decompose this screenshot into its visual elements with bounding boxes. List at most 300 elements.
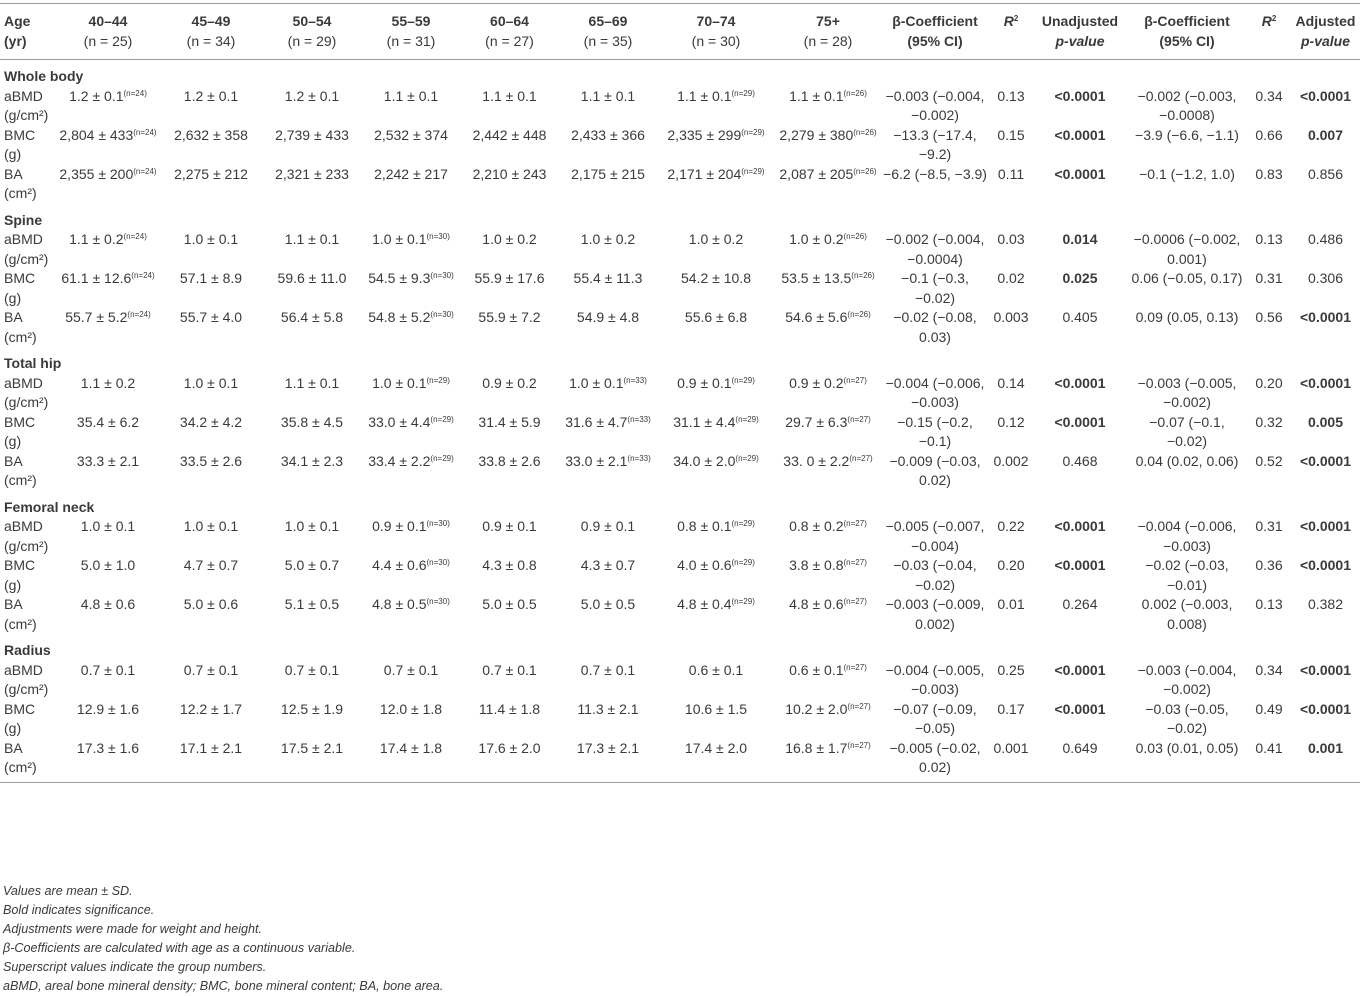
beta-unadjusted-cell: −0.004 (−0.006, −0.003) <box>885 374 985 410</box>
cell-value: 34.1 ± 2.3 <box>280 452 344 469</box>
value-cell <box>262 452 362 491</box>
cell-value: 16.8 ± 1.7 <box>785 739 848 756</box>
cell-value: 55.7 ± 4.0 <box>179 309 243 325</box>
cell-value: 4.4 ± 0.6 <box>372 557 427 573</box>
group-n-superscript: (n=29) <box>731 597 755 606</box>
value-cell <box>657 413 775 452</box>
cell-value: 5.1 ± 0.5 <box>284 596 340 612</box>
value-cell <box>657 269 775 308</box>
beta-adjusted-cell: −0.1 (−1.2, 1.0) <box>1139 165 1235 182</box>
footnote-line: aBMD, areal bone mineral density; BMC, bone mineral content; BA, bone area. <box>3 979 444 993</box>
value-cell <box>262 374 362 413</box>
r2-adjusted-cell: 0.32 <box>1255 413 1283 430</box>
header-sup: 2 <box>1013 14 1019 23</box>
header-sup: 2 <box>1271 14 1277 23</box>
value-cell <box>657 452 775 491</box>
cell-value: 33.4 ± 2.2 <box>368 452 431 469</box>
beta-adjusted-header <box>1127 4 1247 60</box>
cell-value: 1.1 ± 0.1 <box>482 87 537 104</box>
beta-unadjusted-cell: −0.03 (−0.04, −0.02) <box>893 557 977 593</box>
group-n-superscript: (n=24) <box>133 127 157 137</box>
value-cell <box>460 595 559 634</box>
value-cell <box>657 374 775 413</box>
value-cell <box>362 517 460 556</box>
value-cell <box>460 517 559 556</box>
group-label: 75+ <box>816 13 840 29</box>
r2-unadjusted-cell: 0.02 <box>997 270 1025 286</box>
r2-adjusted-cell: 0.36 <box>1255 557 1283 573</box>
value-cell <box>262 165 362 204</box>
row-label: aBMD (g/cm²) <box>4 87 49 123</box>
group-n-superscript: (n=33) <box>627 453 651 463</box>
cell-value: 0.7 ± 0.1 <box>383 661 439 678</box>
cell-value: 55.9 ± 17.6 <box>474 270 545 286</box>
cell-value: 2,442 ± 448 <box>472 126 547 143</box>
cell-value: 1.0 ± 0.2 <box>580 231 636 247</box>
value-cell <box>160 413 262 452</box>
value-cell <box>460 126 559 165</box>
group-label: 50–54 <box>292 13 332 29</box>
beta-adjusted-cell: −0.02 (−0.03, −0.01) <box>1145 557 1229 593</box>
group-n-superscript: (n=30) <box>430 310 454 319</box>
cell-value: 2,804 ± 433 <box>59 126 134 143</box>
group-n-superscript: (n=29) <box>430 453 454 463</box>
cell-value: 11.3 ± 2.1 <box>577 700 639 717</box>
r2-adjusted-cell: 0.13 <box>1255 231 1283 247</box>
group-n-superscript: (n=33) <box>623 375 647 385</box>
p-unadjusted-cell: 0.649 <box>1062 739 1098 756</box>
p-unadjusted-cell: 0.014 <box>1062 231 1098 247</box>
section-row <box>0 634 1360 661</box>
value-cell <box>559 269 657 308</box>
value-cell <box>56 739 160 783</box>
group-n-superscript: (n=29) <box>735 414 759 424</box>
cell-value: 4.3 ± 0.8 <box>482 557 537 573</box>
p-adjusted-cell: <0.0001 <box>1300 700 1351 717</box>
value-cell <box>657 739 775 783</box>
group-n-superscript: (n=27) <box>843 519 867 528</box>
p-adjusted-cell: <0.0001 <box>1300 452 1351 469</box>
beta-unadjusted-cell: −0.005 (−0.02, 0.02) <box>889 739 981 775</box>
footnote-line: β-Coefficients are calculated with age as a continuous variable. <box>3 941 356 955</box>
cell-value: 35.8 ± 4.5 <box>280 413 344 430</box>
header-text: Unadjusted <box>1041 13 1119 29</box>
p-adjusted-cell: <0.0001 <box>1300 87 1351 104</box>
group-label: 65–69 <box>588 13 628 29</box>
beta-unadjusted-cell: −0.003 (−0.004, −0.002) <box>885 87 985 123</box>
value-cell <box>775 126 881 165</box>
group-n-superscript: (n=27) <box>843 597 867 606</box>
beta-adjusted-cell: −0.03 (−0.05, −0.02) <box>1145 700 1229 736</box>
group-n-superscript: (n=27) <box>847 701 871 711</box>
beta-unadjusted-cell: −0.004 (−0.005, −0.003) <box>885 661 985 697</box>
cell-value: 17.6 ± 2.0 <box>478 739 541 756</box>
value-cell <box>160 556 262 595</box>
row-label: BA (cm²) <box>4 309 37 345</box>
value-cell <box>559 308 657 347</box>
value-cell <box>460 230 559 269</box>
r2-adjusted-cell: 0.49 <box>1255 700 1283 717</box>
cell-value: 33.5 ± 2.6 <box>179 452 243 469</box>
section-title: Spine <box>4 211 43 228</box>
r2-unadjusted-cell: 0.14 <box>997 374 1025 391</box>
value-cell <box>362 165 460 204</box>
footnote-line: Bold indicates significance. <box>3 903 155 917</box>
value-cell <box>160 165 262 204</box>
group-n-superscript: (n=26) <box>843 232 867 241</box>
cell-value: 12.2 ± 1.7 <box>179 700 243 717</box>
r2-unadjusted-cell: 0.13 <box>997 87 1025 104</box>
cell-value: 31.4 ± 5.9 <box>478 413 541 430</box>
beta-unadjusted-cell: −0.002 (−0.004, −0.0004) <box>885 231 985 267</box>
group-header <box>160 4 262 60</box>
value-cell <box>362 230 460 269</box>
cell-value: 2,321 ± 233 <box>275 165 349 182</box>
value-cell <box>262 700 362 739</box>
group-n-superscript: (n=26) <box>853 166 877 176</box>
cell-value: 12.9 ± 1.6 <box>76 700 140 717</box>
value-cell <box>559 374 657 413</box>
cell-value: 33.8 ± 2.6 <box>478 452 541 469</box>
cell-value: 1.2 ± 0.1 <box>284 87 340 104</box>
value-cell <box>362 126 460 165</box>
beta-unadjusted-cell: −0.1 (−0.3, −0.02) <box>901 270 969 306</box>
cell-value: 34.2 ± 4.2 <box>179 413 243 430</box>
group-header <box>460 4 559 60</box>
beta-unadjusted-cell: −0.005 (−0.007, −0.004) <box>885 518 985 554</box>
cell-value: 0.8 ± 0.2 <box>789 518 844 534</box>
group-header <box>775 4 881 60</box>
cell-value: 4.0 ± 0.6 <box>677 557 732 573</box>
value-cell <box>559 595 657 634</box>
beta-unadjusted-cell: −0.003 (−0.009, 0.002) <box>885 596 985 632</box>
group-n-superscript: (n=30) <box>430 271 454 280</box>
row-label: aBMD (g/cm²) <box>4 374 49 410</box>
value-cell <box>775 556 881 595</box>
value-cell <box>657 556 775 595</box>
cell-value: 1.2 ± 0.1 <box>183 87 239 104</box>
beta-adjusted-cell: −0.004 (−0.006, −0.003) <box>1137 518 1237 554</box>
p-adjusted-cell: <0.0001 <box>1300 661 1351 678</box>
cell-value: 54.9 ± 4.8 <box>576 309 640 325</box>
group-header <box>262 4 362 60</box>
cell-value: 1.0 ± 0.1 <box>80 518 136 534</box>
value-cell <box>362 308 460 347</box>
group-n-superscript: (n=24) <box>131 271 155 280</box>
header-text: β-Coefficient <box>1144 13 1230 29</box>
value-cell <box>160 452 262 491</box>
p-adjusted-cell: 0.007 <box>1307 126 1344 143</box>
cell-value: 54.5 ± 9.3 <box>368 270 431 286</box>
r2-unadjusted-cell: 0.002 <box>993 452 1029 469</box>
cell-value: 1.0 ± 0.1 <box>183 518 239 534</box>
cell-value: 53.5 ± 13.5 <box>781 270 852 286</box>
value-cell <box>657 230 775 269</box>
group-count: (n = 25) <box>83 32 133 49</box>
r2-adjusted-cell: 0.83 <box>1255 165 1283 182</box>
section-title: Whole body <box>4 68 84 84</box>
p-adjusted-cell: <0.0001 <box>1300 518 1351 534</box>
section-row <box>0 347 1360 374</box>
table-row <box>0 126 1360 165</box>
value-cell <box>160 126 262 165</box>
cell-value: 0.7 ± 0.1 <box>284 661 340 678</box>
value-cell <box>460 87 559 126</box>
r2-unadjusted-cell: 0.03 <box>997 231 1025 247</box>
value-cell <box>657 661 775 700</box>
value-cell <box>775 595 881 634</box>
row-label: BMC (g) <box>4 126 36 162</box>
cell-value: 33.0 ± 2.1 <box>565 452 628 469</box>
value-cell <box>56 269 160 308</box>
row-label: aBMD (g/cm²) <box>4 231 49 267</box>
cell-value: 55.4 ± 11.3 <box>573 270 643 286</box>
group-n-superscript: (n=33) <box>627 414 651 424</box>
value-cell <box>559 452 657 491</box>
group-n-superscript: (n=30) <box>426 519 450 528</box>
cell-value: 2,532 ± 374 <box>374 126 448 143</box>
p-adjusted-cell: 0.856 <box>1307 165 1344 182</box>
value-cell <box>56 700 160 739</box>
value-cell <box>262 739 362 783</box>
p-unadjusted-cell: <0.0001 <box>1054 700 1106 717</box>
beta-unadjusted-cell: −0.15 (−0.2, −0.1) <box>897 413 973 449</box>
beta-unadjusted-header <box>881 4 989 60</box>
value-cell <box>160 269 262 308</box>
header-text: R <box>1003 13 1014 29</box>
value-cell <box>775 517 881 556</box>
value-cell <box>262 269 362 308</box>
table-row <box>0 269 1360 308</box>
beta-adjusted-cell: −0.07 (−0.1, −0.02) <box>1149 413 1225 449</box>
cell-value: 59.6 ± 11.0 <box>277 270 347 286</box>
value-cell <box>160 308 262 347</box>
r2-adjusted-header <box>1247 4 1291 60</box>
value-cell <box>460 739 559 783</box>
beta-adjusted-cell: −0.002 (−0.003, −0.0008) <box>1137 87 1237 123</box>
r2-unadjusted-cell: 0.17 <box>997 700 1025 717</box>
cell-value: 33. 0 ± 2.2 <box>783 452 850 469</box>
cell-value: 12.0 ± 1.8 <box>379 700 443 717</box>
age-header: Age (yr) <box>0 4 56 60</box>
cell-value: 0.9 ± 0.1 <box>372 518 427 534</box>
value-cell <box>460 413 559 452</box>
beta-unadjusted-cell: −6.2 (−8.5, −3.9) <box>883 165 987 182</box>
value-cell <box>362 739 460 783</box>
value-cell <box>460 165 559 204</box>
cell-value: 17.3 ± 1.6 <box>76 739 140 756</box>
table-row <box>0 595 1360 634</box>
value-cell <box>362 556 460 595</box>
cell-value: 5.0 ± 0.6 <box>183 596 239 612</box>
cell-value: 33.0 ± 4.4 <box>368 413 431 430</box>
value-cell <box>362 413 460 452</box>
value-cell <box>56 87 160 126</box>
group-count: (n = 29) <box>287 32 337 49</box>
row-label: BMC (g) <box>4 557 36 593</box>
beta-adjusted-cell: −0.0006 (−0.002, 0.001) <box>1133 231 1241 267</box>
value-cell <box>559 230 657 269</box>
beta-adjusted-cell: −0.003 (−0.004, −0.002) <box>1137 661 1237 697</box>
cell-value: 1.1 ± 0.1 <box>789 87 844 104</box>
beta-unadjusted-cell: −13.3 (−17.4, −9.2) <box>893 126 977 162</box>
group-label: 60–64 <box>490 13 529 29</box>
cell-value: 4.8 ± 0.6 <box>80 596 136 612</box>
header-text: (95% CI) <box>1159 32 1215 49</box>
group-header <box>559 4 657 60</box>
beta-unadjusted-cell: −0.07 (−0.09, −0.05) <box>893 700 977 736</box>
cell-value: 2,335 ± 299 <box>667 126 742 143</box>
value-cell <box>559 556 657 595</box>
value-cell <box>460 308 559 347</box>
row-label: BMC (g) <box>4 700 36 736</box>
value-cell <box>160 739 262 783</box>
r2-adjusted-cell: 0.13 <box>1255 596 1283 612</box>
p-adjusted-cell: <0.0001 <box>1300 557 1351 573</box>
value-cell <box>657 700 775 739</box>
value-cell <box>775 165 881 204</box>
cell-value: 54.8 ± 5.2 <box>368 309 431 325</box>
table-row <box>0 739 1360 783</box>
group-n-superscript: (n=29) <box>741 166 765 176</box>
p-adjusted-cell: <0.0001 <box>1300 309 1351 325</box>
cell-value: 4.8 ± 0.6 <box>789 596 844 612</box>
cell-value: 2,242 ± 217 <box>374 165 448 182</box>
value-cell <box>775 700 881 739</box>
value-cell <box>56 374 160 413</box>
beta-adjusted-cell: 0.06 (−0.05, 0.17) <box>1131 270 1243 286</box>
r2-unadjusted-header <box>989 4 1033 60</box>
value-cell <box>160 661 262 700</box>
group-n-superscript: (n=27) <box>849 453 873 463</box>
table-row <box>0 308 1360 347</box>
value-cell <box>262 595 362 634</box>
value-cell <box>362 374 460 413</box>
cell-value: 1.0 ± 0.2 <box>482 231 537 247</box>
group-count: (n = 35) <box>583 32 633 49</box>
cell-value: 0.9 ± 0.2 <box>482 374 537 391</box>
value-cell <box>262 661 362 700</box>
value-cell <box>559 126 657 165</box>
table-row <box>0 413 1360 452</box>
value-cell <box>657 517 775 556</box>
group-n-superscript: (n=29) <box>731 558 755 567</box>
group-n-superscript: (n=26) <box>851 271 875 280</box>
r2-adjusted-cell: 0.31 <box>1255 270 1283 286</box>
row-label: BA (cm²) <box>4 452 37 488</box>
group-n-superscript: (n=29) <box>735 453 759 463</box>
table-row <box>0 87 1360 126</box>
footnote-line: Values are mean ± SD. <box>3 884 133 898</box>
value-cell <box>460 452 559 491</box>
group-label: 55–59 <box>391 13 431 29</box>
value-cell <box>160 374 262 413</box>
cell-value: 56.4 ± 5.8 <box>280 309 344 325</box>
value-cell <box>559 739 657 783</box>
value-cell <box>657 308 775 347</box>
cell-value: 1.1 ± 0.1 <box>677 87 732 104</box>
cell-value: 0.7 ± 0.1 <box>80 661 136 678</box>
unadjusted-p-header <box>1033 4 1127 60</box>
group-n-superscript: (n=29) <box>426 375 450 385</box>
value-cell <box>56 556 160 595</box>
cell-value: 17.3 ± 2.1 <box>576 739 640 756</box>
value-cell <box>56 165 160 204</box>
beta-adjusted-cell: 0.03 (0.01, 0.05) <box>1135 739 1239 756</box>
r2-unadjusted-cell: 0.22 <box>997 518 1025 534</box>
cell-value: 31.6 ± 4.7 <box>565 413 628 430</box>
cell-value: 31.1 ± 4.4 <box>673 413 736 430</box>
value-cell <box>262 87 362 126</box>
beta-adjusted-cell: 0.09 (0.05, 0.13) <box>1135 309 1239 325</box>
bone-density-table <box>0 3 1360 783</box>
value-cell <box>775 87 881 126</box>
cell-value: 4.3 ± 0.7 <box>580 557 636 573</box>
beta-adjusted-cell: −0.003 (−0.005, −0.002) <box>1137 374 1237 410</box>
cell-value: 34.0 ± 2.0 <box>673 452 736 469</box>
section-title: Femoral neck <box>4 498 95 515</box>
value-cell <box>362 452 460 491</box>
cell-value: 3.8 ± 0.8 <box>789 557 844 573</box>
group-n-superscript: (n=24) <box>123 88 147 98</box>
value-cell <box>775 739 881 783</box>
p-unadjusted-cell: 0.025 <box>1062 270 1098 286</box>
row-label: BA (cm²) <box>4 739 37 775</box>
r2-unadjusted-cell: 0.12 <box>997 413 1025 430</box>
cell-value: 5.0 ± 1.0 <box>80 557 136 573</box>
cell-value: 1.0 ± 0.1 <box>284 518 340 534</box>
value-cell <box>362 595 460 634</box>
r2-unadjusted-cell: 0.25 <box>997 661 1025 678</box>
cell-value: 0.9 ± 0.1 <box>677 374 732 391</box>
group-header <box>56 4 160 60</box>
group-n-superscript: (n=27) <box>843 662 867 672</box>
cell-value: 10.6 ± 1.5 <box>684 700 748 717</box>
cell-value: 17.1 ± 2.1 <box>179 739 243 756</box>
cell-value: 17.5 ± 2.1 <box>280 739 344 756</box>
p-adjusted-cell: 0.486 <box>1307 231 1344 247</box>
value-cell <box>262 413 362 452</box>
section-row <box>0 491 1360 518</box>
r2-adjusted-cell: 0.34 <box>1255 87 1283 104</box>
header-text: p-value <box>1055 32 1105 49</box>
value-cell <box>362 269 460 308</box>
cell-value: 1.1 ± 0.2 <box>69 231 124 247</box>
cell-value: 2,433 ± 366 <box>571 126 645 143</box>
value-cell <box>160 595 262 634</box>
cell-value: 2,210 ± 243 <box>472 165 547 182</box>
cell-value: 5.0 ± 0.5 <box>580 596 636 612</box>
value-cell <box>262 126 362 165</box>
group-n-superscript: (n=24) <box>123 232 147 241</box>
value-cell <box>657 595 775 634</box>
section-row <box>0 60 1360 87</box>
cell-value: 1.1 ± 0.1 <box>580 87 636 104</box>
value-cell <box>559 413 657 452</box>
table-row <box>0 374 1360 413</box>
cell-value: 0.6 ± 0.1 <box>688 661 744 678</box>
r2-adjusted-cell: 0.56 <box>1255 309 1283 325</box>
cell-value: 1.1 ± 0.2 <box>80 374 136 391</box>
value-cell <box>460 556 559 595</box>
cell-value: 1.0 ± 0.2 <box>789 231 844 247</box>
table-row <box>0 517 1360 556</box>
value-cell <box>460 661 559 700</box>
table-row <box>0 165 1360 204</box>
cell-value: 10.2 ± 2.0 <box>785 700 848 717</box>
p-unadjusted-cell: 0.468 <box>1062 452 1098 469</box>
cell-value: 2,175 ± 215 <box>571 165 645 182</box>
